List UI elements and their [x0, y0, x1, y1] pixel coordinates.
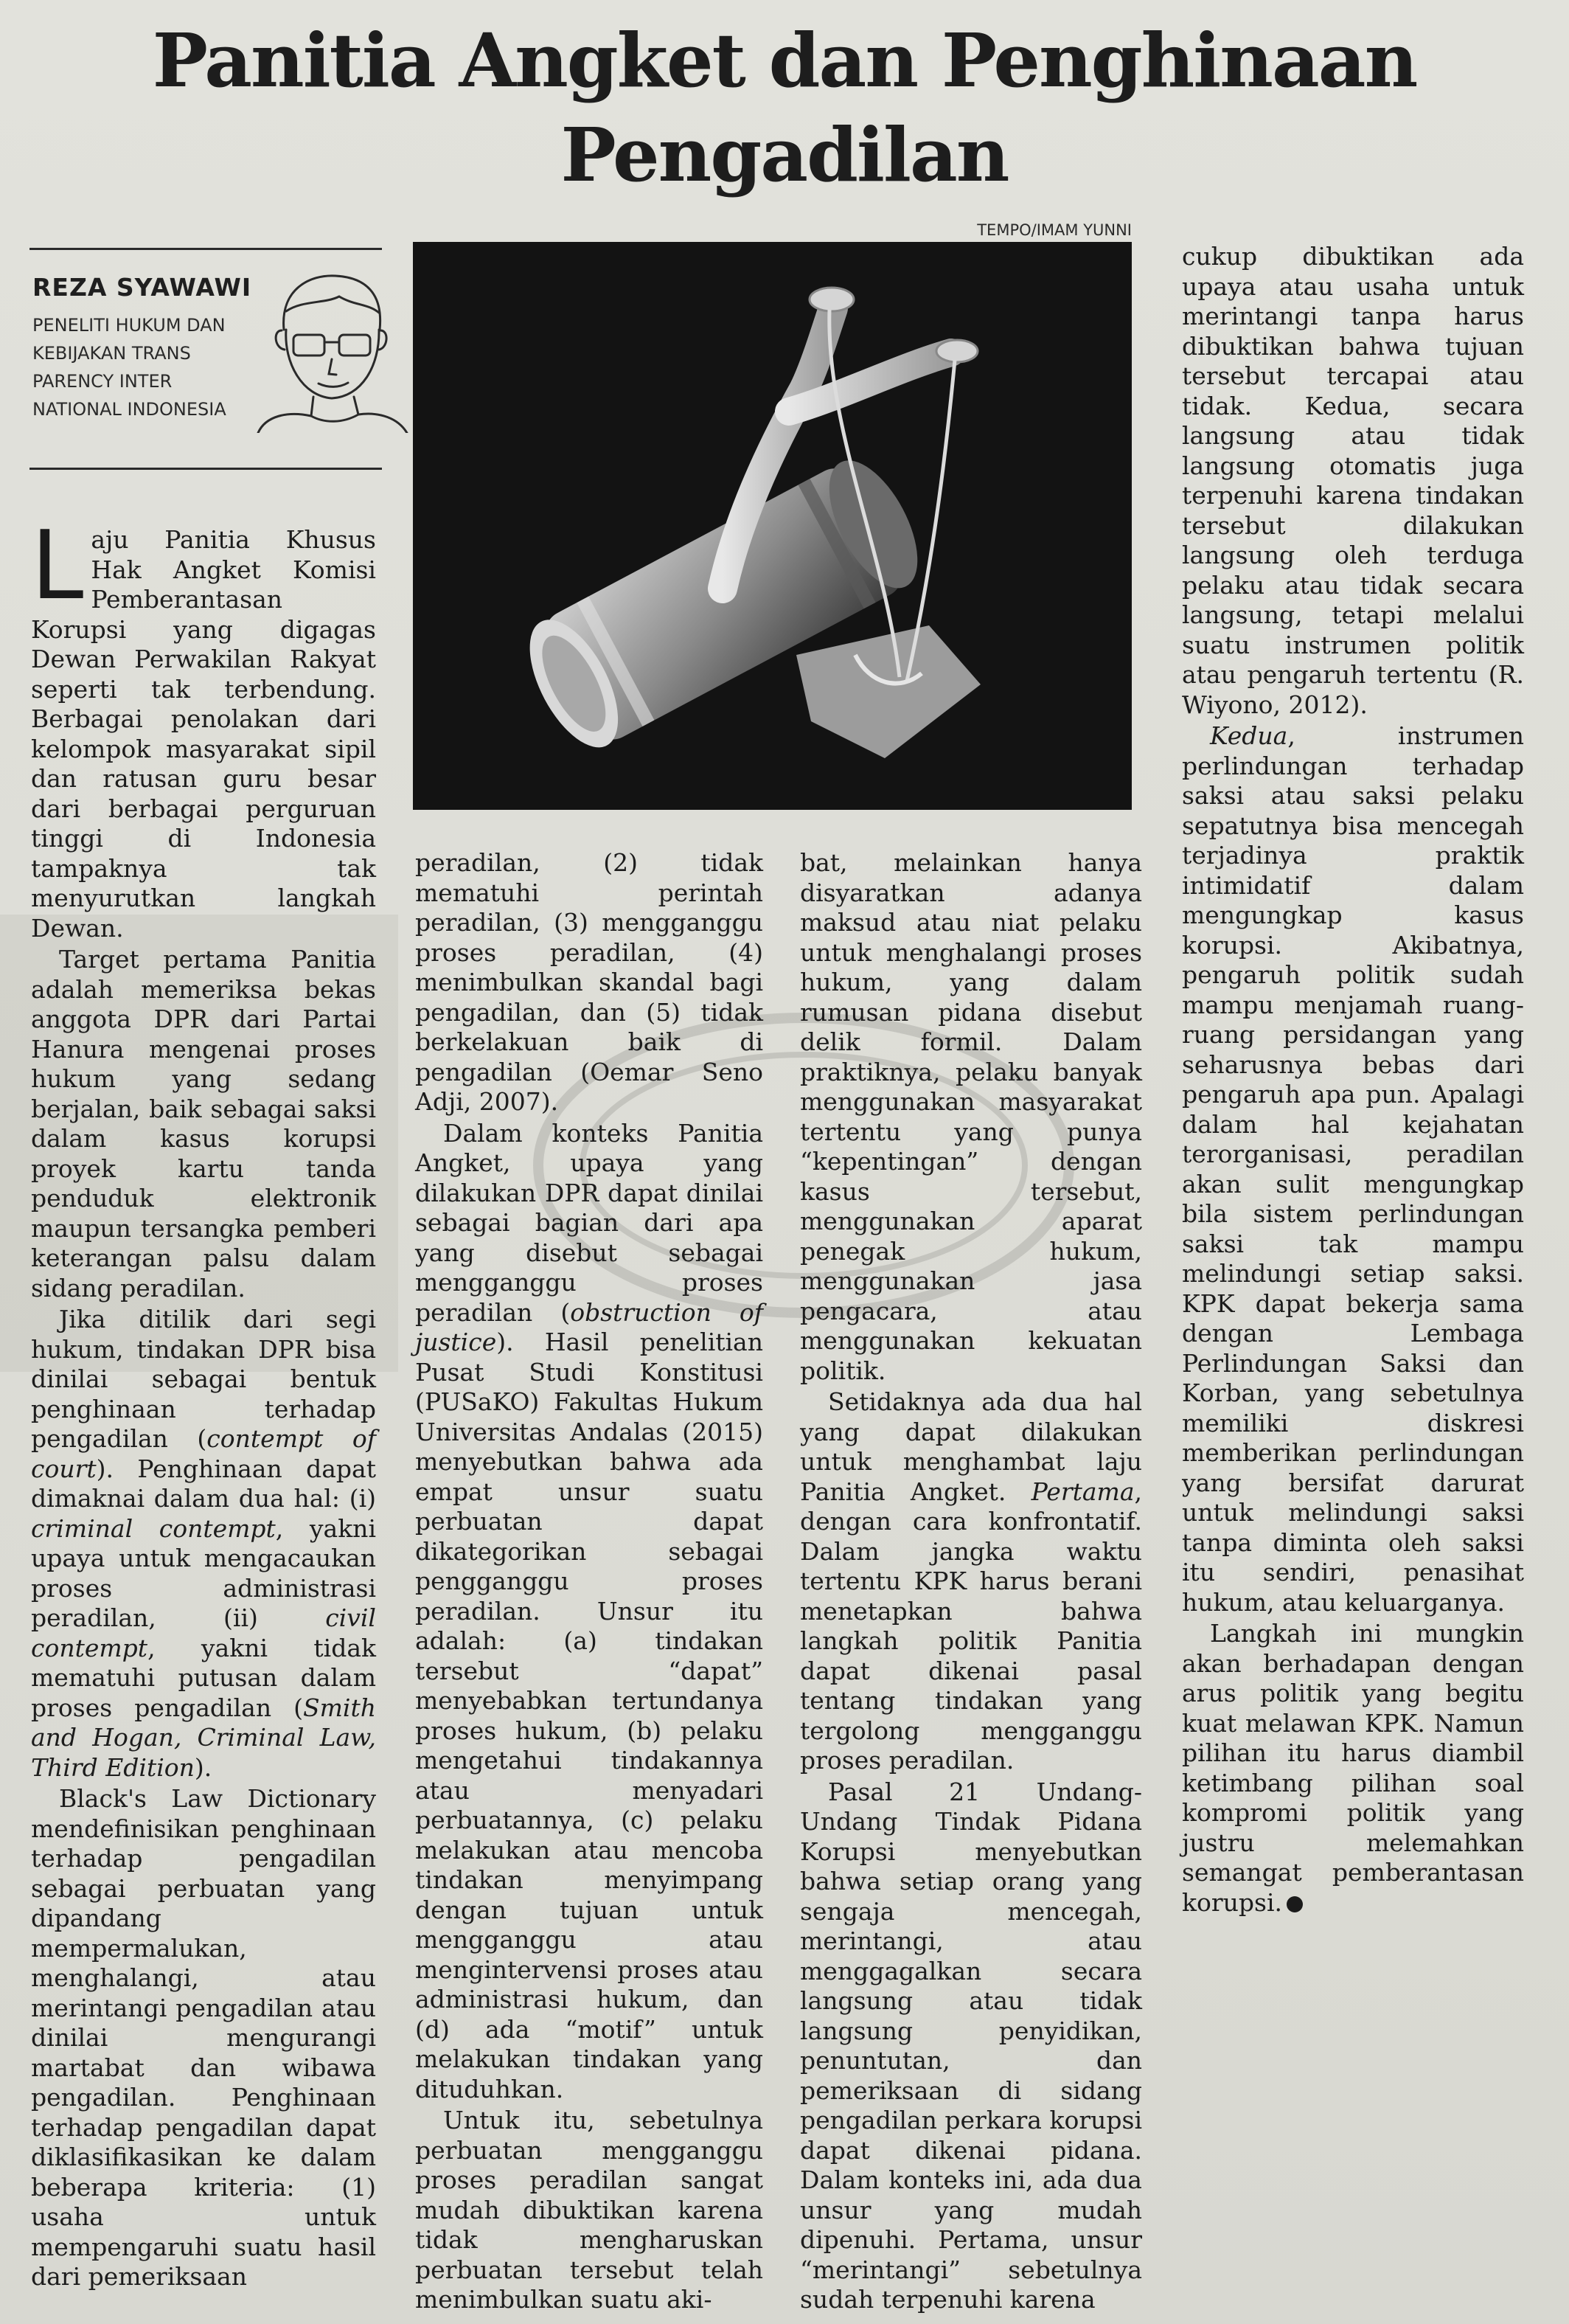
- end-of-article-bullet: [1287, 1896, 1303, 1912]
- paragraph: [31, 1305, 376, 1783]
- paragraph-text: ). Hasil penelitian Pusat Studi Konstitusi (PUSaKO) Fakultas Hukum Universitas Andalas (2015) menyebutkan bahwa ada empat unsur suatu perbuatan dapat dikategorikan sebagai pengganggu proses peradilan. Unsur itu adalah: (a) tindakan tersebut “dapat” menyebabkan tertundanya proses hukum, (b) pelaku mengetahui tindakannya atau menyadari perbuatannya, (c) pelaku melakukan atau mencoba tindakan menyimpang dengan tujuan untuk mengganggu atau mengintervensi proses atau administrasi hukum, dan (d) ada “motif” untuk melakukan tindakan yang dituduhkan.: [415, 1328, 763, 2103]
- paragraph: [1182, 1619, 1524, 1918]
- article-column-2: [415, 848, 763, 2315]
- paragraph-text: aju Panitia Khusus Hak Angket Komisi Pemberantasan Korupsi yang digagas Dewan Perwakilan Rakyat seperti tak terbendung. Berbagai penolakan dari kelompok masyarakat sipil dan ratusan guru besar dari berbagai perguruan tinggi di Indonesia tampaknya tak menyurutkan langkah Dewan.: [31, 525, 376, 943]
- paragraph: [31, 511, 376, 943]
- paragraph-text: Jika ditilik dari segi hukum, tindakan DPR bisa dinilai sebagai bentuk penghinaan terhadap pengadilan (: [31, 1305, 376, 1453]
- paragraph-text: Dalam konteks Panitia Angket, upaya yang dilakukan DPR dapat dinilai sebagai bagian dari apa yang disebut sebagai mengganggu proses peradilan (: [415, 1118, 763, 1327]
- italic-term: Kedua: [1210, 721, 1288, 750]
- paragraph: [800, 1387, 1142, 1776]
- author-bottom-rule: [29, 468, 382, 470]
- italic-term: contempt of court: [31, 1424, 376, 1483]
- paragraph: [1182, 721, 1524, 1617]
- article-column-3: [800, 848, 1142, 2315]
- headline: [0, 13, 1569, 202]
- paragraph: [415, 1119, 763, 2105]
- paragraph-text: , instrumen perlindungan terhadap saksi atau saksi pelaku sepatutnya bisa mencegah terjadinya praktik intimidatif dalam mengungkap kasus korupsi. Akibatnya, pengaruh politik sudah mampu menjamah ruang-ruang persidangan yang seharusnya bebas dari pengaruh apa pun. Apalagi dalam hal kejahatan terorganisasi, peradilan akan sulit mengungkap bila sistem perlindungan saksi tak mampu melindungi setiap saksi. KPK dapat bekerja sama dengan Lembaga Perlindungan Saksi dan Korban, yang sebetulnya memiliki diskresi memberikan perlindungan yang bersifat darurat untuk melindungi saksi tanpa diminta oleh saksi itu sendiri, penasihat hukum, atau keluarganya.: [1182, 721, 1524, 1617]
- paragraph-text: Setidaknya ada dua hal yang dapat dilakukan untuk menghambat laju Panitia Angket.: [800, 1387, 1142, 1506]
- paragraph-text: ). Penghinaan dapat dimaknai dalam dua hal: (i): [31, 1454, 376, 1513]
- headline-line-2: Pengadilan: [560, 111, 1009, 198]
- headline-line-1: Panitia Angket dan Penghinaan: [152, 17, 1417, 104]
- italic-citation: Smith and Hogan, Criminal Law, Third Edition: [31, 1693, 376, 1782]
- italic-term: obstruction of justice: [415, 1297, 763, 1356]
- author-portrait-sketch: [243, 260, 413, 433]
- paragraph-text: , yakni upaya untuk mengacaukan proses administrasi peradilan, (ii): [31, 1513, 376, 1632]
- author-top-rule: [29, 248, 382, 250]
- paragraph: Target pertama Panitia adalah memeriksa bekas anggota DPR dari Partai Hanura mengenai proses hukum yang sedang berjalan, baik sebagai saksi dalam kasus korupsi proyek kartu tanda penduduk elektronik maupun tersangka pemberi keterangan palsu dalam sidang peradilan.: [31, 945, 376, 1303]
- paragraph: Untuk itu, sebetulnya perbuatan mengganggu proses peradilan sangat mudah dibuktikan karena tidak mengharuskan perbuatan tersebut telah menimbulkan suatu aki-: [415, 2106, 763, 2314]
- paragraph-text: ).: [194, 1752, 212, 1782]
- italic-term: Pertama: [1031, 1477, 1135, 1506]
- paragraph-text: , dengan cara konfrontatif. Dalam jangka waktu tertentu KPK harus berani menetapkan bahwa langkah politik Panitia dapat dikenai pasal tentang tindakan yang tergolong mengganggu proses peradilan.: [800, 1477, 1142, 1775]
- drop-cap: L: [31, 511, 84, 621]
- photo-credit: TEMPO/IMAM YUNNI: [977, 221, 1132, 239]
- paragraph-text: Langkah ini mungkin akan berhadapan dengan arus politik yang begitu kuat melawan KPK. Namun pilihan itu harus diambil ketimbang pilihan soal kompromi politik yang justru melemahkan semangat pemberantasan korupsi.: [1182, 1619, 1524, 1917]
- article-column-1: [31, 511, 376, 2292]
- illustration-slingshot-gavel: [413, 242, 1132, 810]
- author-name: REZA SYAWAWI: [32, 273, 252, 302]
- author-block: [29, 251, 383, 465]
- author-role: PENELITI HUKUM DAN KEBIJAKAN TRANS PARENCY INTER NATIONAL INDONESIA: [32, 315, 226, 420]
- paragraph: Pasal 21 Undang-Undang Tindak Pidana Korupsi menyebutkan bahwa setiap orang yang sengaja mencegah, merintangi, atau menggagalkan secara langsung atau tidak langsung penyidikan, penuntutan, dan pemeriksaan di sidang pengadilan perkara korupsi dapat dikenai pidana. Dalam konteks ini, ada dua unsur yang mudah dipenuhi. Pertama, unsur “merintangi” sebetulnya sudah terpenuhi karena: [800, 1777, 1142, 2314]
- paragraph: bat, melainkan hanya disyaratkan adanya maksud atau niat pelaku untuk menghalangi proses hukum, yang dalam rumusan pidana disebut delik formil. Dalam praktiknya, pelaku banyak menggunakan masyarakat tertentu yang punya “kepentingan” dengan kasus tersebut, menggunakan aparat penegak hukum, menggunakan jasa pengacara, atau menggunakan kekuatan politik.: [800, 848, 1142, 1385]
- paragraph-text: , yakni tidak mematuhi putusan dalam proses pengadilan (: [31, 1633, 376, 1722]
- paragraph: peradilan, (2) tidak mematuhi perintah peradilan, (3) mengganggu proses peradilan, (4) menimbulkan skandal bagi pengadilan, dan (5) tidak berkelakuan baik di pengadilan (Oemar Seno Adji, 2007).: [415, 848, 763, 1116]
- italic-term: criminal contempt: [31, 1513, 276, 1543]
- paragraph: Black's Law Dictionary mendefinisikan penghinaan terhadap pengadilan sebagai perbuatan yang dipandang mempermalukan, menghalangi, atau merintangi pengadilan atau dinilai mengurangi martabat dan wibawa pengadilan. Penghinaan terhadap pengadilan dapat diklasifikasikan ke dalam beberapa kriteria: (1) usaha untuk mempengaruhi suatu hasil dari pemeriksaan: [31, 1784, 376, 2291]
- paragraph: cukup dibuktikan ada upaya atau usaha untuk merintangi tanpa harus dibuktikan bahwa tujuan tersebut tercapai atau tidak. Kedua, secara langsung atau tidak langsung otomatis juga terpenuhi karena tindakan tersebut dilakukan langsung oleh terduga pelaku atau tidak secara langsung, tetapi melalui suatu instrumen politik atau pengaruh tertentu (R. Wiyono, 2012).: [1182, 242, 1524, 719]
- italic-term: civil contempt: [31, 1603, 376, 1662]
- article-column-4: [1182, 242, 1524, 1918]
